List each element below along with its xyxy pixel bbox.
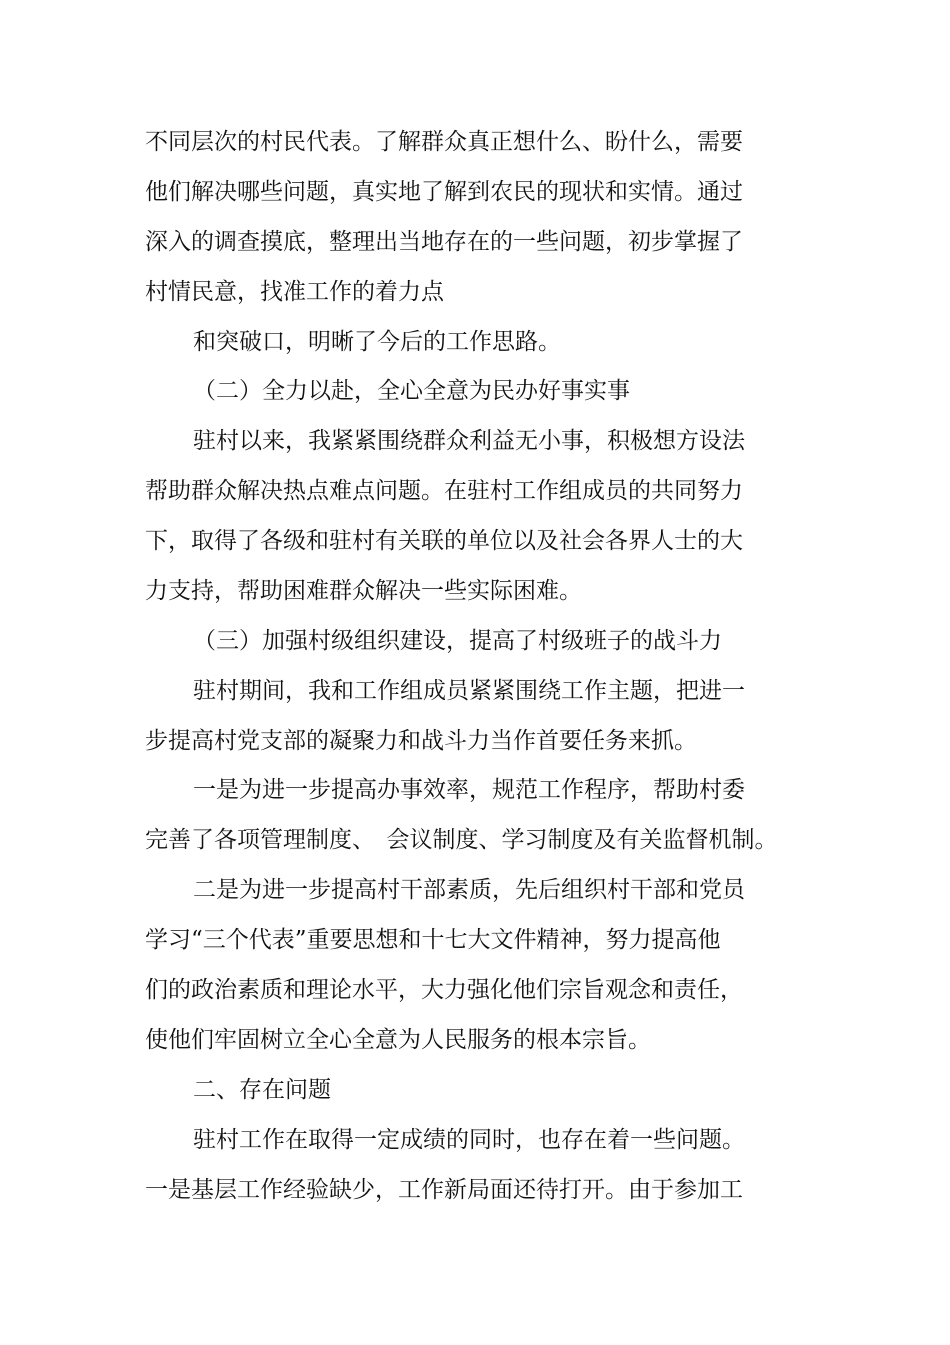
body-text-line: 完善了各项管理制度、 会议制度、学习制度及有关监督机制。 (145, 827, 778, 853)
body-text-line: 驻村期间，我和工作组成员紧紧围绕工作主题，把进一 (193, 678, 745, 704)
section-heading: （二）全力以赴，全心全意为民办好事实事 (193, 378, 630, 404)
body-text-line: 一是基层工作经验缺少，工作新局面还待打开。由于参加工 (145, 1177, 743, 1203)
body-text-line: 使他们牢固树立全心全意为人民服务的根本宗旨。 (145, 1027, 651, 1053)
body-text-line: 他们解决哪些问题，真实地了解到农民的现状和实情。通过 (145, 179, 743, 205)
body-text-line: 村情民意，找准工作的着力点 (145, 279, 444, 305)
section-heading: 二、存在问题 (193, 1077, 331, 1103)
body-text-line: 下，取得了各级和驻村有关联的单位以及社会各界人士的大 (145, 528, 743, 554)
body-text-line: 深入的调查摸底，整理出当地存在的一些问题，初步掌握了 (145, 229, 743, 255)
body-text-line: 一是为进一步提高办事效率，规范工作程序，帮助村委 (193, 777, 745, 803)
body-text-line: 力支持，帮助困难群众解决一些实际困难。 (145, 578, 582, 604)
body-text-line: 驻村以来，我紧紧围绕群众利益无小事，积极想方设法 (193, 428, 745, 454)
body-text-line: 学习“三个代表”重要思想和十七大文件精神，努力提高他 (145, 927, 721, 953)
body-text-line: 步提高村党支部的凝聚力和战斗力当作首要任务来抓。 (145, 728, 697, 754)
body-text-line: 帮助群众解决热点难点问题。在驻村工作组成员的共同努力 (145, 478, 743, 504)
body-text-line: 驻村工作在取得一定成绩的同时，也存在着一些问题。 (193, 1127, 745, 1153)
section-heading: （三）加强村级组织建设，提高了村级班子的战斗力 (193, 628, 722, 654)
body-text-line: 和突破口，明晰了今后的工作思路。 (193, 329, 561, 355)
body-text-line: 们的政治素质和理论水平，大力强化他们宗旨观念和责任， (145, 977, 743, 1003)
body-text-line: 二是为进一步提高村干部素质，先后组织村干部和党员 (193, 877, 745, 903)
body-text-line: 不同层次的村民代表。了解群众真正想什么、盼什么，需要 (145, 129, 743, 155)
